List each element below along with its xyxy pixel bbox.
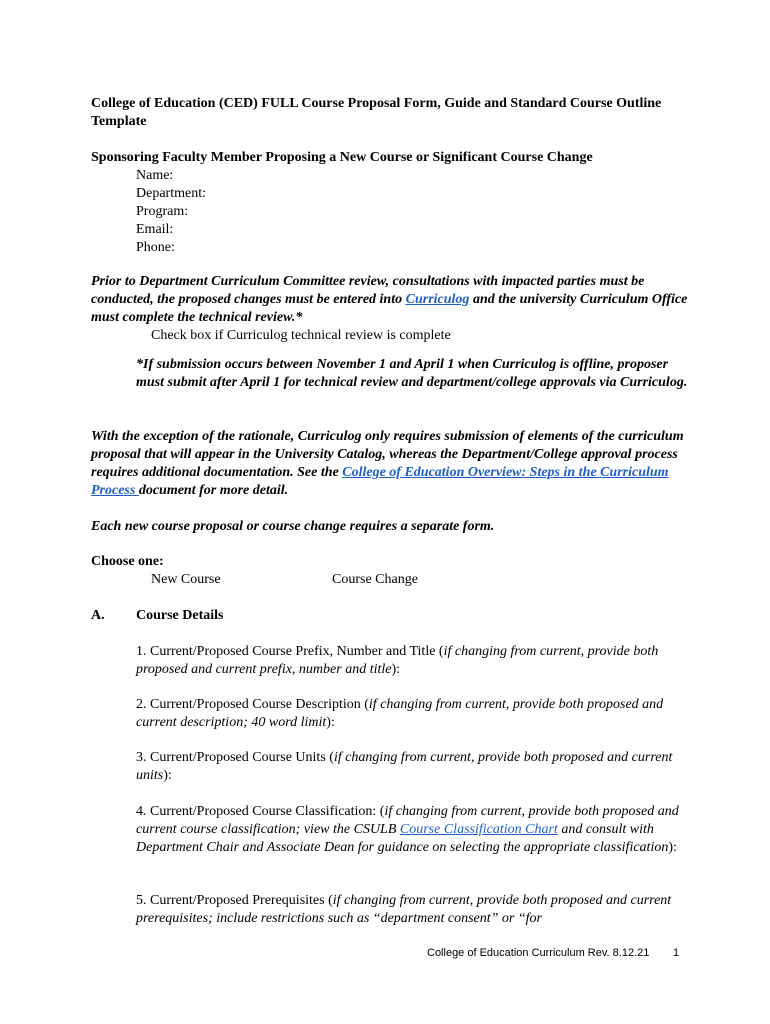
exception-text-b: document for more detail. xyxy=(138,483,289,498)
item-1-italic: if changing from current, provide both proposed and current prefix, number and title xyxy=(136,644,659,677)
phone-field-label: Phone: xyxy=(136,240,175,255)
page-number: 1 xyxy=(673,947,680,959)
department-field-label: Department: xyxy=(136,186,206,201)
item-3-text: 3. Current/Proposed Course Units ( xyxy=(136,750,334,765)
item-1-end: ): xyxy=(391,662,401,677)
technical-review-checkbox-label: Check box if Curriculog technical review is complete xyxy=(151,328,451,343)
item-4-italic-a: if changing from current, provide both proposed and current course classification; view the CSULB xyxy=(136,804,679,837)
sponsor-fields xyxy=(91,167,691,257)
option-course-change: Course Change xyxy=(332,572,418,587)
prior-text-b: and the university Curriculum Office must complete the technical review.* xyxy=(91,292,688,325)
item-5 xyxy=(136,892,686,928)
program-field-label: Program: xyxy=(136,204,189,219)
separate-form-note: Each new course proposal or course change requires a separate form. xyxy=(91,519,495,534)
item-3-italic: if changing from current, provide both proposed and current units xyxy=(136,750,673,783)
item-4-italic-b: and consult with Department Chair and Associate Dean for guidance on selecting the appropriate classification xyxy=(136,822,669,855)
item-5-text: 5. Current/Proposed Prerequisites ( xyxy=(136,893,333,908)
item-4-end: ): xyxy=(668,840,677,855)
item-2-text: 2. Current/Proposed Course Description ( xyxy=(136,697,369,712)
course-classification-chart-link[interactable]: Course Classification Chart xyxy=(399,822,558,837)
item-4-text: 4. Current/Proposed Course Classification: ( xyxy=(136,804,385,819)
item-3 xyxy=(136,749,686,785)
document-title: College of Education (CED) FULL Course Proposal Form, Guide and Standard Course Outline Template xyxy=(91,96,662,129)
prior-paragraph xyxy=(91,273,691,327)
footer-text: College of Education Curriculum Rev. 8.12.21 xyxy=(427,947,650,959)
item-3-end: ): xyxy=(163,768,172,783)
prior-text-a: Prior to Department Curriculum Committee review, consultations with impacted parties must be conducted, the proposed changes must be entered into xyxy=(91,274,645,307)
sponsor-heading: Sponsoring Faculty Member Proposing a New Course or Significant Course Change xyxy=(91,150,593,165)
item-1 xyxy=(136,643,686,679)
item-4 xyxy=(136,803,686,857)
item-5-italic: if changing from current, provide both proposed and current prerequisites; include restrictions such as “department consent” or “for xyxy=(136,893,672,926)
option-new-course: New Course xyxy=(151,572,221,587)
steps-curriculum-process-link[interactable]: College of Education Overview: Steps in the Curriculum Process xyxy=(91,465,669,498)
section-a-letter: A. xyxy=(91,608,105,623)
sponsor-section xyxy=(91,149,691,257)
name-field-label: Name: xyxy=(136,168,174,183)
exception-text-a: With the exception of the rationale, Curriculog only requires submission of elements of the curriculum proposal that will appear in the University Catalog, whereas the Department/College approval process requires additional documentation. See the xyxy=(91,429,684,480)
item-2 xyxy=(136,696,686,732)
item-1-text: 1. Current/Proposed Course Prefix, Number and Title ( xyxy=(136,644,444,659)
exception-paragraph xyxy=(91,428,691,500)
item-2-end: ): xyxy=(326,715,335,730)
section-a-title: Course Details xyxy=(136,608,224,623)
email-field-label: Email: xyxy=(136,222,174,237)
choose-one-label: Choose one: xyxy=(91,554,164,569)
curriculog-link[interactable]: Curriculog xyxy=(405,292,470,307)
offline-note: *If submission occurs between November 1 and April 1 when Curriculog is offline, proposer must submit after April 1 for technical review and department/college approvals via Curriculog. xyxy=(136,357,688,390)
item-2-italic: if changing from current, provide both proposed and current description; 40 word limit xyxy=(136,697,664,730)
